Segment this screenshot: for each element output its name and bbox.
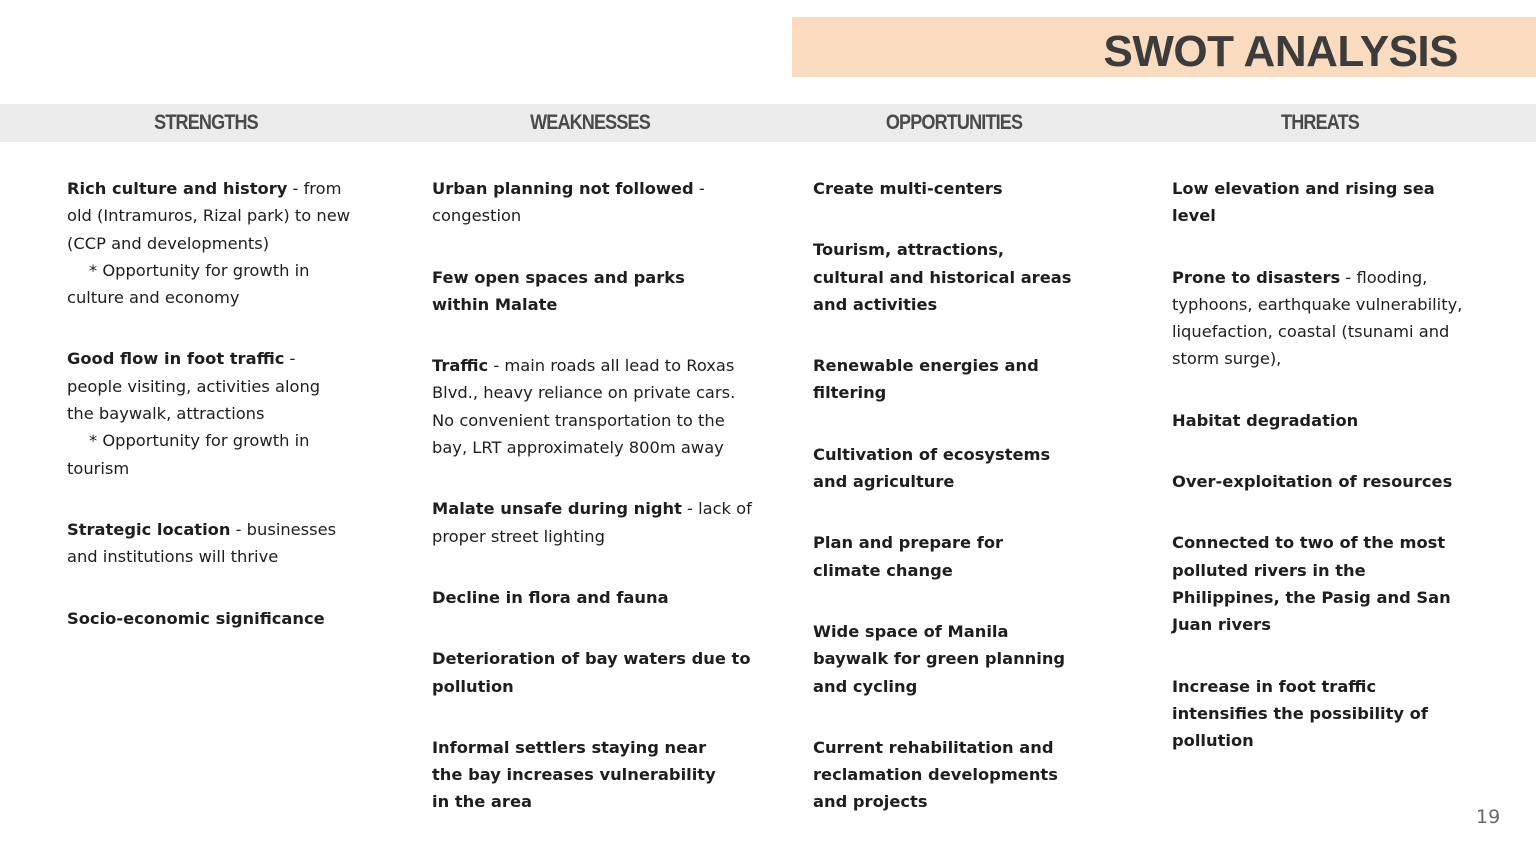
list-item: Strategic location - businesses and institutions will thrive [67, 519, 337, 567]
page-title: SWOT ANALYSIS [1103, 27, 1458, 76]
list-item: Renewable energies and filtering [813, 356, 1039, 403]
threats-column [1172, 175, 1477, 788]
list-item: Socio-economic significance [67, 608, 325, 628]
strengths-column [67, 175, 352, 666]
opportunities-column [813, 175, 1098, 850]
list-item: Informal settlers staying near the bay increases vulnerability in the area [432, 737, 716, 812]
weaknesses-column [432, 175, 754, 850]
list-item: Good flow in foot traffic - people visiting, activities along the baywalk, attractions * Opportunity for growth in tourism [67, 345, 352, 481]
page-number: 19 [1476, 806, 1501, 828]
list-item: Current rehabilitation and reclamation developments and projects [813, 737, 1058, 812]
list-item: Plan and prepare for climate change [813, 533, 1004, 580]
list-item: Cultivation of ecosystems and agriculture [813, 444, 1051, 492]
list-item: Traffic - main roads all lead to Roxas Blvd., heavy reliance on private cars. No convenient transportation to the bay, LRT approximately 800m away [432, 356, 736, 458]
list-item: Tourism, attractions, cultural and historical areas and activities [813, 240, 1072, 314]
weaknesses-heading: WEAKNESSES [530, 111, 650, 134]
list-item: Increase in foot traffic intensifies the possibility of pollution [1172, 676, 1428, 751]
list-item: Rich culture and history - from old (Intramuros, Rizal park) to new (CCP and developments) * Opportunity for growth in culture and economy [67, 179, 351, 308]
list-item: Create multi-centers [813, 179, 1003, 198]
list-item: Connected to two of the most polluted rivers in the Philippines, the Pasig and San Juan rivers [1172, 533, 1451, 635]
strengths-heading: STRENGTHS [154, 111, 258, 134]
list-item: Urban planning not followed - congestion [432, 179, 705, 226]
note: * Opportunity for growth in [89, 431, 310, 451]
opportunities-heading: OPPORTUNITIES [885, 111, 1023, 134]
list-item: Over-exploitation of resources [1172, 472, 1453, 492]
threats-heading: THREATS [1281, 111, 1359, 134]
list-item: Decline in flora and fauna [432, 587, 669, 607]
note: * Opportunity for growth in [89, 260, 310, 280]
list-item: Habitat degradation [1172, 410, 1359, 430]
list-item: Few open spaces and parks within Malate [432, 267, 685, 314]
list-item: Deterioration of bay waters due to pollution [432, 649, 751, 696]
list-item: Low elevation and rising sea level [1172, 179, 1435, 226]
list-item: Wide space of Manila baywalk for green planning and cycling [813, 621, 1066, 696]
list-item: Malate unsafe during night - lack of proper street lighting [432, 499, 752, 546]
list-item: Prone to disasters - flooding, typhoons, earthquake vulnerability, liquefaction, coastal (tsunami and storm surge), [1172, 267, 1463, 369]
